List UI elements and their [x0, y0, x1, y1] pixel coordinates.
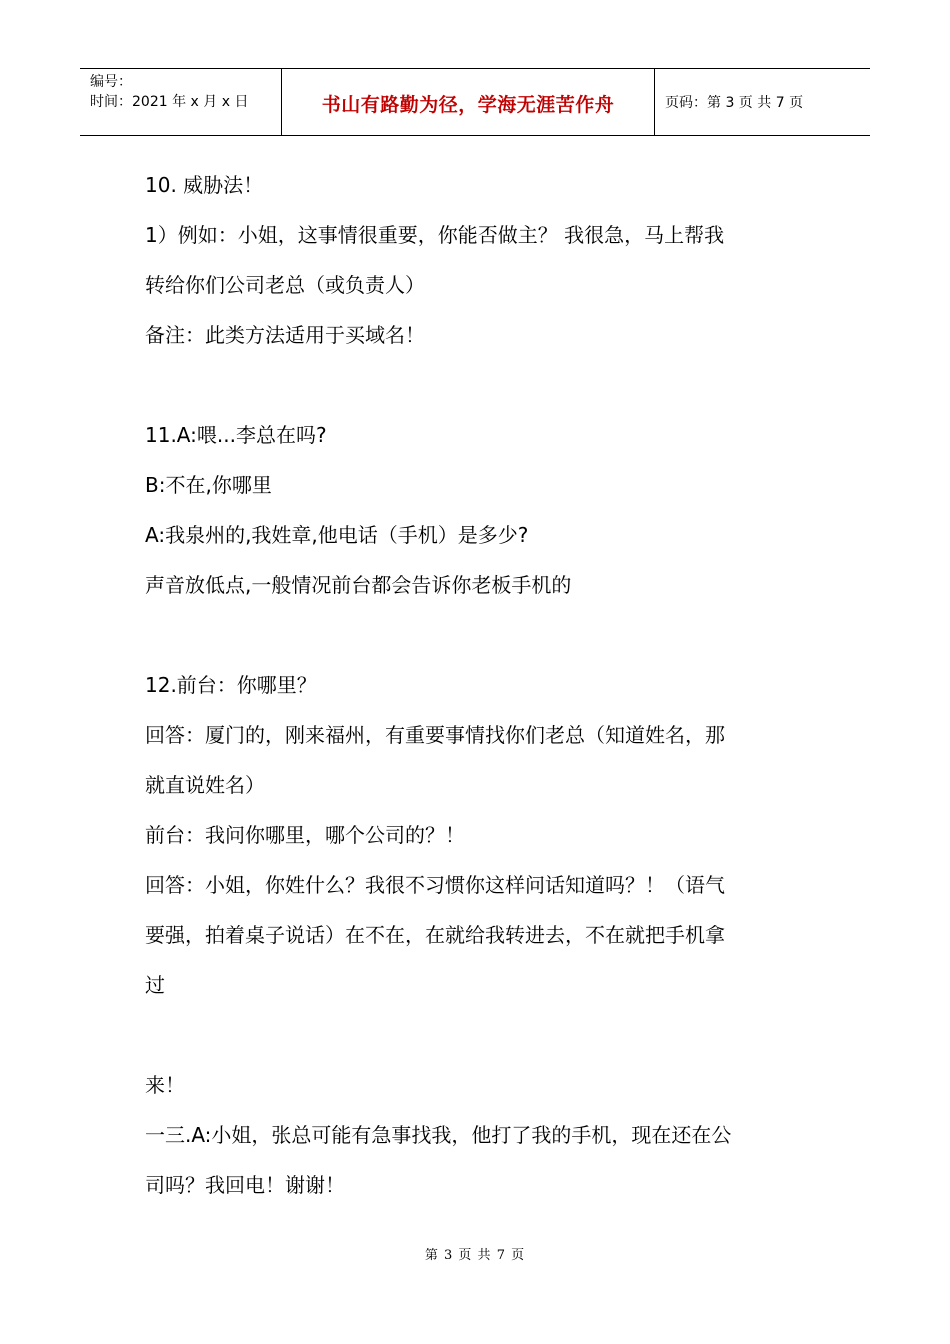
- text-line: 过: [145, 973, 165, 997]
- motto: 书山有路勤为径，学海无涯苦作舟: [321, 93, 615, 116]
- section-13-title: 一三.A:小姐，张总可能有急事找我，他打了我的手机，现在还在公: [145, 1123, 732, 1147]
- text-line: 转给你们公司老总（或负责人）: [145, 273, 425, 297]
- number-label: 编号：: [90, 74, 132, 90]
- section-10-title: 10. 威胁法！: [145, 173, 264, 197]
- text-line: 前台：我问你哪里，哪个公司的？！: [145, 823, 465, 847]
- document-body: [145, 160, 815, 1210]
- text-line: 回答：厦门的，刚来福州，有重要事情找你们老总（知道姓名，那: [145, 723, 725, 747]
- header-meta: [80, 69, 282, 135]
- date-label: 时间：2021 年 x 月 x 日: [90, 94, 249, 110]
- page-footer: 第 3 页 共 7 页: [424, 1248, 526, 1263]
- text-line: 就直说姓名）: [145, 773, 265, 797]
- text-line: 1）例如：小姐，这事情很重要，你能否做主？ 我很急，马上帮我: [145, 223, 725, 247]
- text-line: 司吗？我回电！谢谢！: [145, 1173, 345, 1197]
- header-motto-cell: [282, 69, 655, 135]
- text-line: 来！: [145, 1073, 185, 1097]
- spacer: [145, 360, 815, 410]
- text-line: 要强，拍着桌子说话）在不在，在就给我转进去，不在就把手机拿: [145, 923, 725, 947]
- header-page-cell: [655, 69, 870, 135]
- document-header: [80, 68, 870, 136]
- text-line: A:我泉州的,我姓章,他电话（手机）是多少?: [145, 523, 529, 547]
- section-12-title: 12.前台：你哪里？: [145, 673, 317, 697]
- spacer: [145, 610, 815, 660]
- note-line: 备注：此类方法适用于买域名！: [145, 323, 425, 347]
- section-11-title: 11.A:喂...李总在吗?: [145, 423, 327, 447]
- spacer: [145, 1010, 815, 1060]
- text-line: 声音放低点,一般情况前台都会告诉你老板手机的: [145, 573, 572, 597]
- text-line: B:不在,你哪里: [145, 473, 272, 497]
- text-line: 回答：小姐，你姓什么？我很不习惯你这样问话知道吗？！（语气: [145, 873, 725, 897]
- page-label: 页码：第 3 页 共 7 页: [665, 95, 804, 111]
